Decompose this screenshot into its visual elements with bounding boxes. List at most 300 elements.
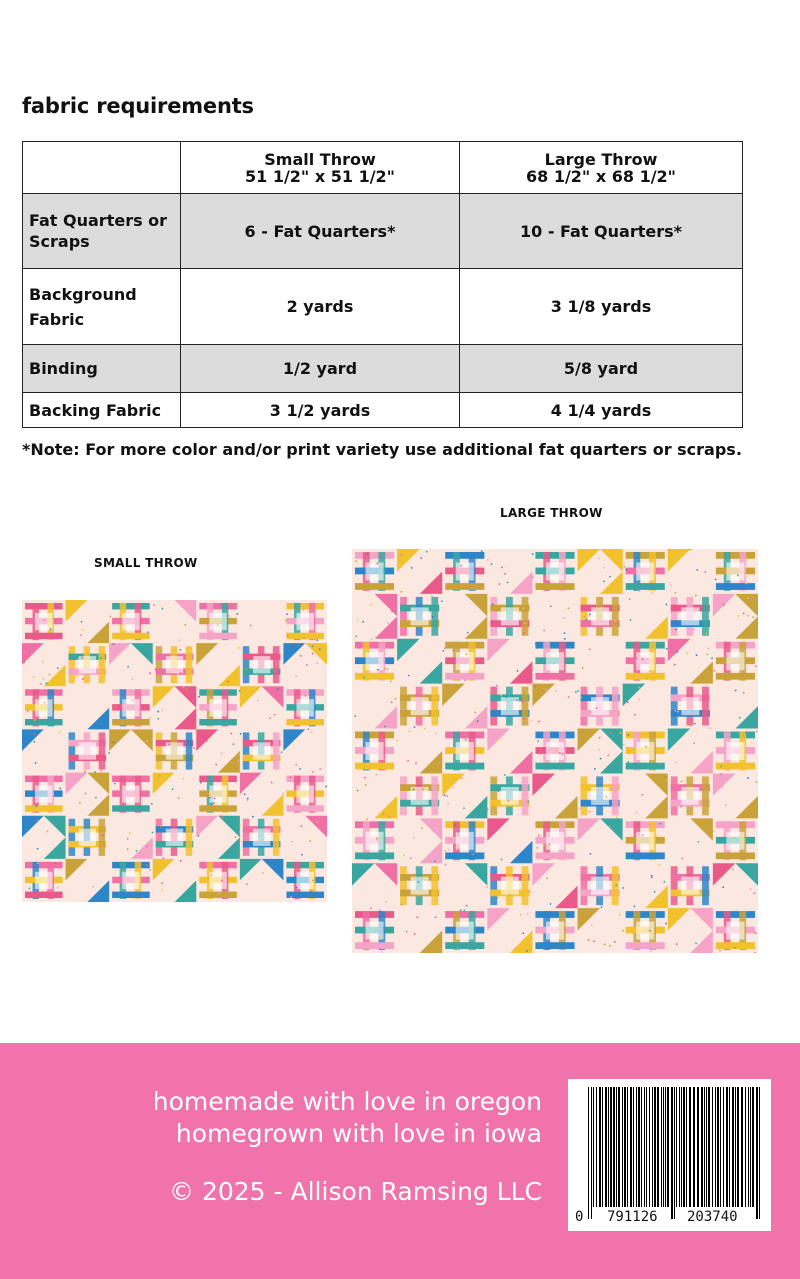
quilt-dot bbox=[180, 860, 182, 862]
barcode-bar bbox=[704, 1087, 705, 1207]
barcode-bar bbox=[602, 1087, 603, 1207]
row-label: Binding bbox=[23, 345, 181, 393]
quilt-dot bbox=[603, 580, 605, 582]
barcode-bar bbox=[630, 1087, 632, 1207]
quilt-dot bbox=[370, 604, 372, 606]
quilt-dot bbox=[274, 714, 276, 716]
quilt-dot bbox=[246, 799, 248, 801]
quilt-dot bbox=[580, 697, 582, 699]
quilt-dot bbox=[674, 710, 676, 712]
quilt-strip bbox=[490, 866, 497, 905]
quilt-dot bbox=[307, 728, 309, 730]
quilt-dot bbox=[615, 884, 617, 886]
quilt-strip bbox=[400, 866, 407, 905]
quilt-dot bbox=[440, 945, 442, 947]
quilt-dot bbox=[77, 658, 79, 660]
quilt-dot bbox=[184, 624, 186, 626]
barcode-bar bbox=[756, 1087, 758, 1219]
quilt-dot bbox=[37, 848, 39, 850]
large-value: 3 1/8 yards bbox=[460, 269, 743, 345]
header-empty-cell bbox=[23, 142, 181, 194]
quilt-dot bbox=[148, 660, 150, 662]
quilt-dot bbox=[285, 619, 287, 621]
barcode-bar bbox=[681, 1087, 682, 1207]
quilt-strip bbox=[199, 892, 237, 898]
quilt-dot bbox=[410, 857, 412, 859]
quilt-dot bbox=[272, 649, 274, 651]
quilt-dot bbox=[413, 789, 415, 791]
quilt-strip bbox=[671, 597, 678, 636]
quilt-dot bbox=[501, 859, 503, 861]
quilt-dot bbox=[435, 732, 437, 734]
quilt-dot bbox=[58, 732, 60, 734]
quilt-dot bbox=[36, 819, 38, 821]
quilt-strip bbox=[355, 942, 394, 949]
quilt-strip bbox=[626, 852, 665, 859]
quilt-dot bbox=[215, 764, 217, 766]
quilt-dot bbox=[650, 951, 652, 953]
quilt-dot bbox=[177, 673, 179, 675]
quilt-strip bbox=[286, 689, 324, 695]
barcode-bar bbox=[697, 1087, 699, 1207]
quilt-dot bbox=[713, 670, 715, 672]
small-throw-size: 51 1/2" x 51 1/2" bbox=[244, 166, 396, 186]
quilt-strip-highlight bbox=[726, 652, 744, 670]
quilt-strip-highlight bbox=[726, 832, 744, 850]
quilt-dot bbox=[238, 647, 240, 649]
quilt-dot bbox=[463, 807, 465, 809]
quilt-dot bbox=[550, 605, 552, 607]
quilt-dot bbox=[247, 798, 249, 800]
quilt-strip bbox=[286, 892, 324, 898]
barcode-bar bbox=[752, 1087, 754, 1207]
quilt-strip bbox=[581, 866, 588, 905]
quilt-dot bbox=[113, 741, 115, 743]
copyright-text: © 2025 - Allison Ramsing LLC bbox=[169, 1177, 542, 1206]
barcode-bar bbox=[667, 1087, 669, 1207]
quilt-dot bbox=[246, 883, 248, 885]
quilt-strip bbox=[626, 821, 665, 828]
quilt-dot bbox=[675, 779, 677, 781]
quilt-dot bbox=[150, 746, 152, 748]
quilt-dot bbox=[431, 595, 433, 597]
quilt-dot bbox=[447, 803, 449, 805]
quilt-dot bbox=[319, 768, 321, 770]
quilt-dot bbox=[162, 857, 164, 859]
quilt-strip-highlight bbox=[79, 656, 96, 673]
quilt-dot bbox=[157, 711, 159, 713]
quilt-dot bbox=[444, 647, 446, 649]
quilt-dot bbox=[634, 714, 636, 716]
quilt-dot bbox=[535, 643, 537, 645]
quilt-strip-highlight bbox=[636, 562, 654, 580]
quilt-dot bbox=[211, 602, 213, 604]
quilt-dot bbox=[614, 620, 616, 622]
quilt-dot bbox=[564, 638, 566, 640]
quilt-dot bbox=[114, 783, 116, 785]
quilt-dot bbox=[44, 702, 46, 704]
quilt-strip-highlight bbox=[726, 922, 744, 940]
quilt-dot bbox=[376, 837, 378, 839]
tagline-oregon: homemade with love in oregon bbox=[152, 1087, 542, 1116]
quilt-dot bbox=[129, 833, 131, 835]
quilt-dot bbox=[563, 617, 565, 619]
quilt-strip bbox=[535, 852, 574, 859]
quilt-dot bbox=[202, 868, 204, 870]
quilt-strip bbox=[199, 603, 237, 609]
quilt-dot bbox=[304, 695, 306, 697]
quilt-dot bbox=[636, 812, 638, 814]
quilt-strip bbox=[243, 819, 250, 856]
quilt-dot bbox=[157, 718, 159, 720]
quilt-dot bbox=[452, 787, 454, 789]
quilt-dot bbox=[471, 949, 473, 951]
quilt-dot bbox=[397, 739, 399, 741]
quilt-dot bbox=[755, 781, 757, 783]
quilt-strip bbox=[431, 866, 438, 905]
quilt-dot bbox=[747, 597, 749, 599]
quilt-dot bbox=[461, 777, 463, 779]
quilt-dot bbox=[395, 698, 397, 700]
barcode-digits-left: 791126 bbox=[607, 1209, 658, 1225]
quilt-dot bbox=[262, 872, 264, 874]
quilt-dot bbox=[92, 886, 94, 888]
quilt-dot bbox=[654, 570, 656, 572]
quilt-dot bbox=[670, 584, 672, 586]
quilt-dot bbox=[235, 858, 237, 860]
quilt-dot bbox=[487, 809, 489, 811]
quilt-strip bbox=[25, 862, 63, 868]
barcode bbox=[568, 1079, 771, 1231]
quilt-dot bbox=[312, 646, 314, 648]
quilt-dot bbox=[645, 746, 647, 748]
barcode-bar bbox=[610, 1087, 612, 1207]
quilt-dot bbox=[295, 764, 297, 766]
quilt-strip-highlight bbox=[122, 872, 139, 889]
quilt-dot bbox=[370, 908, 372, 910]
quilt-dot bbox=[221, 880, 223, 882]
quilt-dot bbox=[491, 563, 493, 565]
quilt-strip-highlight bbox=[636, 742, 654, 760]
quilt-dot bbox=[444, 794, 446, 796]
quilt-strip bbox=[286, 776, 324, 782]
quilt-dot bbox=[537, 740, 539, 742]
quilt-strip bbox=[69, 646, 76, 683]
quilt-strip bbox=[671, 776, 678, 815]
barcode-bar bbox=[613, 1087, 615, 1207]
barcode-bar bbox=[646, 1087, 647, 1207]
quilt-dot bbox=[460, 565, 462, 567]
quilt-dot bbox=[445, 864, 447, 866]
quilt-dot bbox=[622, 887, 624, 889]
quilt-strip bbox=[671, 866, 678, 905]
quilt-strip bbox=[355, 552, 394, 559]
quilt-dot bbox=[713, 830, 715, 832]
quilt-dot bbox=[586, 619, 588, 621]
barcode-bar bbox=[737, 1087, 739, 1207]
quilt-dot bbox=[282, 793, 284, 795]
quilt-dot bbox=[363, 677, 365, 679]
quilt-dot bbox=[551, 648, 553, 650]
quilt-dot bbox=[400, 554, 402, 556]
quilt-dot bbox=[299, 718, 301, 720]
quilt-dot bbox=[545, 689, 547, 691]
quilt-dot bbox=[444, 850, 446, 852]
quilt-strip-highlight bbox=[122, 613, 139, 630]
quilt-strip-highlight bbox=[209, 872, 226, 889]
quilt-dot bbox=[406, 931, 408, 933]
quilt-dot bbox=[300, 655, 302, 657]
quilt-strip bbox=[626, 942, 665, 949]
quilt-strip bbox=[716, 583, 755, 590]
quilt-dot bbox=[575, 691, 577, 693]
quilt-dot bbox=[421, 827, 423, 829]
small-value: 6 - Fat Quarters* bbox=[181, 194, 460, 269]
quilt-strip bbox=[612, 866, 619, 905]
quilt-dot bbox=[40, 683, 42, 685]
quilt-strip bbox=[286, 603, 324, 609]
quilt-strip-highlight bbox=[253, 742, 270, 759]
quilt-strip bbox=[716, 852, 755, 859]
quilt-dot bbox=[638, 675, 640, 677]
quilt-dot bbox=[178, 797, 180, 799]
header-small-throw bbox=[181, 142, 460, 194]
row-label: Backing Fabric bbox=[23, 393, 181, 428]
quilt-dot bbox=[754, 948, 756, 950]
quilt-dot bbox=[595, 707, 597, 709]
quilt-dot bbox=[82, 678, 84, 680]
quilt-strip bbox=[702, 866, 709, 905]
quilt-dot bbox=[743, 613, 745, 615]
quilt-strip-highlight bbox=[209, 613, 226, 630]
small-throw-quilt-image bbox=[22, 600, 327, 902]
quilt-dot bbox=[27, 711, 29, 713]
quilt-dot bbox=[220, 753, 222, 755]
quilt-dot bbox=[675, 628, 677, 630]
quilt-dot bbox=[646, 678, 648, 680]
quilt-dot bbox=[379, 909, 381, 911]
quilt-strip-highlight bbox=[366, 652, 384, 670]
quilt-dot bbox=[414, 726, 416, 728]
quilt-dot bbox=[659, 864, 661, 866]
quilt-strip bbox=[490, 687, 497, 726]
quilt-dot bbox=[300, 825, 302, 827]
quilt-strip bbox=[25, 776, 63, 782]
quilt-dot bbox=[241, 776, 243, 778]
quilt-dot bbox=[80, 634, 82, 636]
quilt-dot bbox=[499, 583, 501, 585]
quilt-strip-highlight bbox=[209, 699, 226, 716]
quilt-dot bbox=[589, 614, 591, 616]
barcode-bar bbox=[679, 1087, 680, 1207]
quilt-strip bbox=[69, 732, 76, 769]
quilt-strip bbox=[431, 776, 438, 815]
row-label-line: Background bbox=[29, 284, 137, 304]
quilt-dot bbox=[102, 834, 104, 836]
quilt-dot bbox=[690, 725, 692, 727]
quilt-dot bbox=[520, 914, 522, 916]
quilt-dot bbox=[642, 834, 644, 836]
quilt-dot bbox=[222, 817, 224, 819]
quilt-dot bbox=[550, 903, 552, 905]
quilt-dot bbox=[391, 610, 393, 612]
quilt-dot bbox=[627, 734, 629, 736]
quilt-dot bbox=[301, 854, 303, 856]
quilt-strip bbox=[535, 583, 574, 590]
quilt-strip-highlight bbox=[253, 656, 270, 673]
quilt-dot bbox=[747, 777, 749, 779]
quilt-dot bbox=[464, 679, 466, 681]
quilt-dot bbox=[362, 621, 364, 623]
quilt-dot bbox=[522, 608, 524, 610]
quilt-dot bbox=[383, 927, 385, 929]
quilt-dot bbox=[597, 873, 599, 875]
quilt-dot bbox=[33, 676, 35, 678]
header-large-throw bbox=[460, 142, 743, 194]
barcode-bar bbox=[748, 1087, 749, 1207]
quilt-dot bbox=[95, 797, 97, 799]
quilt-dot bbox=[710, 727, 712, 729]
quilt-dot bbox=[752, 616, 754, 618]
quilt-dot bbox=[556, 750, 558, 752]
quilt-strip-highlight bbox=[681, 607, 699, 625]
quilt-strip-highlight bbox=[681, 787, 699, 805]
quilt-dot bbox=[633, 933, 635, 935]
quilt-strip bbox=[199, 633, 237, 639]
barcode-bar bbox=[641, 1087, 642, 1207]
quilt-dot bbox=[753, 892, 755, 894]
quilt-dot bbox=[622, 731, 624, 733]
quilt-strip bbox=[626, 583, 665, 590]
quilt-strip bbox=[716, 911, 755, 918]
quilt-dot bbox=[269, 717, 271, 719]
large-value: 10 - Fat Quarters* bbox=[460, 194, 743, 269]
quilt-strip-highlight bbox=[297, 699, 314, 716]
row-label bbox=[23, 269, 181, 345]
quilt-dot bbox=[605, 796, 607, 798]
quilt-dot bbox=[49, 698, 51, 700]
quilt-dot bbox=[676, 943, 678, 945]
quilt-strip bbox=[355, 732, 394, 739]
quilt-dot bbox=[36, 805, 38, 807]
barcode-bar bbox=[729, 1087, 730, 1207]
quilt-dot bbox=[312, 771, 314, 773]
barcode-bar bbox=[701, 1087, 703, 1207]
quilt-dot bbox=[443, 650, 445, 652]
small-throw-label: SMALL THROW bbox=[94, 556, 198, 570]
quilt-dot bbox=[112, 879, 114, 881]
quilt-dot bbox=[467, 632, 469, 634]
quilt-dot bbox=[316, 639, 318, 641]
table-row bbox=[23, 393, 743, 428]
quilt-dot bbox=[235, 836, 237, 838]
row-label-line: Fat Quarters or bbox=[29, 211, 168, 230]
quilt-dot bbox=[706, 653, 708, 655]
barcode-bar bbox=[671, 1087, 673, 1219]
quilt-dot bbox=[306, 664, 308, 666]
quilt-dot bbox=[755, 932, 757, 934]
quilt-dot bbox=[385, 901, 387, 903]
quilt-dot bbox=[132, 700, 134, 702]
quilt-dot bbox=[316, 821, 318, 823]
quilt-dot bbox=[622, 930, 624, 932]
quilt-strip bbox=[186, 819, 193, 856]
quilt-dot bbox=[252, 816, 254, 818]
barcode-bar bbox=[665, 1087, 666, 1207]
quilt-strip-highlight bbox=[681, 697, 699, 715]
quilt-strip-highlight bbox=[166, 656, 183, 673]
quilt-dot bbox=[745, 731, 747, 733]
quilt-strip bbox=[156, 819, 163, 856]
quilt-strip-highlight bbox=[546, 832, 564, 850]
quilt-dot bbox=[418, 881, 420, 883]
quilt-strip bbox=[535, 642, 574, 649]
barcode-bar bbox=[708, 1087, 710, 1207]
quilt-dot bbox=[264, 828, 266, 830]
quilt-strip bbox=[99, 819, 106, 856]
quilt-strip bbox=[535, 942, 574, 949]
quilt-dot bbox=[651, 875, 653, 877]
quilt-dot bbox=[649, 775, 651, 777]
barcode-bar bbox=[661, 1087, 662, 1207]
quilt-strip bbox=[522, 776, 529, 815]
quilt-dot bbox=[630, 619, 632, 621]
quilt-strip bbox=[535, 552, 574, 559]
quilt-dot bbox=[477, 720, 479, 722]
quilt-dot bbox=[198, 696, 200, 698]
quilt-strip bbox=[445, 821, 484, 828]
quilt-strip bbox=[243, 646, 250, 683]
quilt-dot bbox=[522, 932, 524, 934]
quilt-dot bbox=[480, 910, 482, 912]
barcode-bar bbox=[689, 1087, 691, 1207]
quilt-strip-highlight bbox=[681, 877, 699, 895]
quilt-strip bbox=[156, 732, 163, 769]
quilt-strip bbox=[626, 911, 665, 918]
quilt-dot bbox=[161, 709, 163, 711]
row-label-line: Fabric bbox=[29, 309, 85, 329]
quilt-dot bbox=[466, 653, 468, 655]
barcode-bar bbox=[616, 1087, 617, 1207]
quilt-strip-highlight bbox=[35, 699, 52, 716]
quilt-strip bbox=[612, 776, 619, 815]
quilt-dot bbox=[217, 624, 219, 626]
quilt-dot bbox=[35, 776, 37, 778]
quilt-dot bbox=[136, 850, 138, 852]
quilt-dot bbox=[589, 811, 591, 813]
barcode-bar bbox=[605, 1087, 607, 1207]
quilt-dot bbox=[564, 572, 566, 574]
quilt-dot bbox=[527, 801, 529, 803]
barcode-bar bbox=[750, 1087, 751, 1207]
quilt-dot bbox=[313, 710, 315, 712]
fabric-requirements-table bbox=[22, 141, 743, 428]
quilt-dot bbox=[555, 690, 557, 692]
quilt-strip-highlight bbox=[79, 829, 96, 846]
quilt-dot bbox=[611, 873, 613, 875]
quilt-dot bbox=[609, 945, 611, 947]
quilt-strip bbox=[522, 597, 529, 636]
quilt-dot bbox=[286, 613, 288, 615]
quilt-dot bbox=[610, 732, 612, 734]
quilt-dot bbox=[655, 834, 657, 836]
quilt-strip bbox=[112, 603, 150, 609]
quilt-dot bbox=[705, 917, 707, 919]
quilt-dot bbox=[357, 790, 359, 792]
quilt-strip bbox=[445, 732, 484, 739]
quilt-dot bbox=[401, 904, 403, 906]
quilt-strip bbox=[535, 732, 574, 739]
